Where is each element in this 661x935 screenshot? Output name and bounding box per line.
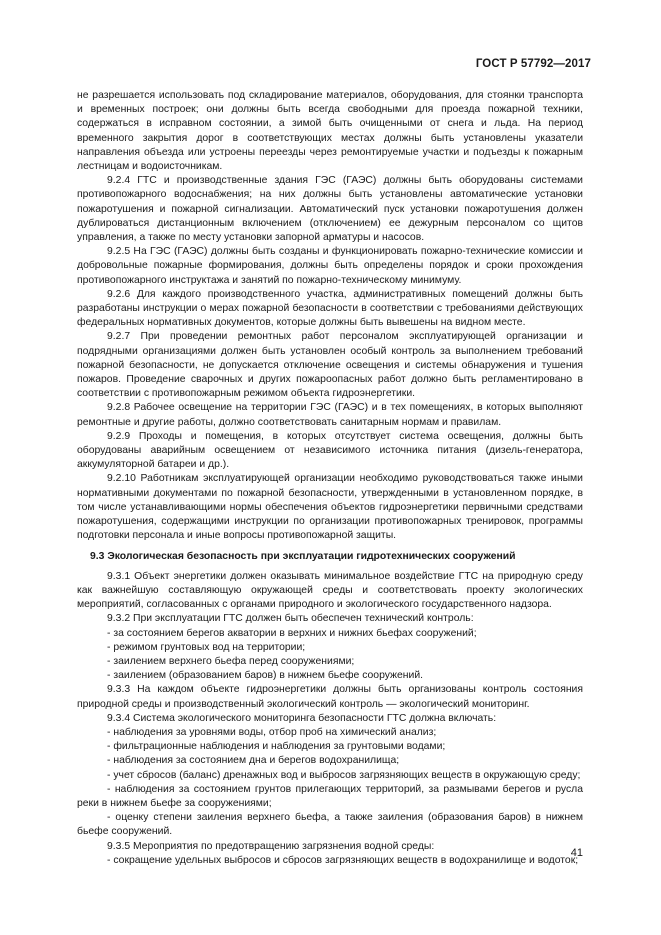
paragraph: - наблюдения за состоянием грунтов прилегающих территорий, за размывами берегов и русла реки в нижнем бьефе за сооружениями; [77,783,583,809]
paragraph: не разрешается использовать под складирование материалов, оборудования, для стоянки транспорта и временных построек; они должны быть всегда свободными для проезда пожарной техники, содержаться в исправном состоянии, а зимой быть очищенными от снега и льда. На период временного закрытия дорог в соответствующих местах должны быть установлены указатели направления объезда или устроены переезды через ремонтируемые участки и подъезды к пожарным лестницам и водоисточникам. [77,90,583,173]
paragraph: 9.3.4 Система экологического мониторинга безопасности ГТС должна включать: [107,712,497,724]
paragraph: 9.3.3 На каждом объекте гидроэнергетики должны быть организованы контроль состояния природной среды и производственный экологический контроль — экологический мониторинг. [77,684,583,710]
section-heading: 9.3 Экологическая безопасность при эксплуатации гидротехнических сооружений [90,550,516,562]
paragraph: - наблюдения за состоянием дна и берегов водохранилища; [107,755,400,767]
paragraph: - оценку степени заиления верхнего бьефа, а также заиления (образования баров) в нижнем бьефе сооружений. [77,812,583,838]
paragraph: - за состоянием берегов акватории в верхних и нижних бьефах сооружений; [107,627,477,639]
paragraph: 9.2.10 Работникам эксплуатирующей организации необходимо руководствоваться также иными нормативными документами по пожарной безопасности, утвержденными в установленном порядке, в том числе устанавливающими нормы обеспечения объектов гидроэнергетики первичными средствами пожаротушения, содержащими инструкции по организации противопожарных тренировок, программы подготовки персонала и иные вопросы противопожарной защиты. [77,473,583,542]
paragraph: 9.3.1 Объект энергетики должен оказывать минимальное воздействие ГТС на природную среду как важнейшую составляющую окружающей среды и соответствовать проекту экологических мероприятий, согласованных с органами природного и экологического государственного надзора. [77,570,583,611]
paragraph: - заилением верхнего бьефа перед сооружениями; [107,655,355,667]
paragraph: 9.2.9 Проходы и помещения, в которых отсутствует система освещения, должны быть оборудованы аварийным освещением от независимого источника питания (дизель-генератора, аккумуляторной батареи и др.). [77,430,583,471]
paragraph: 9.2.7 При проведении ремонтных работ персоналом эксплуатирующей организации и подрядными организациями должен быть установлен особый контроль за выполнением требований пожарной безопасности, не допускается отключение освещения и системы обнаружения и тушения пожаров. Проведение сварочных и других пожароопасных работ должно быть регламентировано в соответствии с противопожарным режимом объекта гидроэнергетики. [77,331,583,400]
paragraph: 9.2.8 Рабочее освещение на территории ГЭС (ГАЭС) и в тех помещениях, в которых выполняют ремонтные и другие работы, должно соответствовать санитарным нормам и правилам. [77,402,583,428]
paragraph: - наблюдения за уровнями воды, отбор проб на химический анализ; [107,726,437,738]
paragraph: - режимом грунтовых вод на территории; [107,641,306,653]
paragraph: 9.2.5 На ГЭС (ГАЭС) должны быть созданы и функционировать пожарно-технические комиссии и добровольные пожарные формирования, должны быть определены порядок и сроки прохождения противопожарного инструктажа и занятий по пожарно-техническому минимуму. [77,246,583,286]
paragraph: - сокращение удельных выбросов и сбросов загрязняющих веществ в водохранилище и водоток; [107,854,579,866]
paragraph: - заилением (образованием баров) в нижнем бьефе сооружений. [107,670,424,682]
paragraph: 9.2.6 Для каждого производственного участка, административных помещений должны быть разработаны инструкции о мерах пожарной безопасности в соответствии с требованиями действующих федеральных нормативных документов, которые должны быть вывешены на видном месте. [77,288,583,329]
paragraph: 9.3.2 При эксплуатации ГТС должен быть обеспечен технический контроль: [107,613,474,625]
paragraph: 9.2.4 ГТС и производственные здания ГЭС (ГАЭС) должны быть оборудованы системами противопожарного водоснабжения; на них должны быть установлены автоматические установки пожаротушения и пожарной сигнализации. Автоматический пуск установки пожаротушения должен дублироваться дистанционным включением (отключением) ее дежурным персоналом со щитов управления, а также по месту установки запорной арматуры и насосов. [77,175,583,244]
paragraph: - учет сбросов (баланс) дренажных вод и выбросов загрязняющих веществ в окружающую среду; [107,769,581,781]
document-body [77,89,583,868]
paragraph: - фильтрационные наблюдения и наблюдения за грунтовыми водами; [107,741,446,753]
page-number: 41 [570,847,583,859]
paragraph: 9.3.5 Мероприятия по предотвращению загрязнения водной среды: [107,840,435,852]
standard-designation: ГОСТ Р 57792—2017 [475,58,591,70]
